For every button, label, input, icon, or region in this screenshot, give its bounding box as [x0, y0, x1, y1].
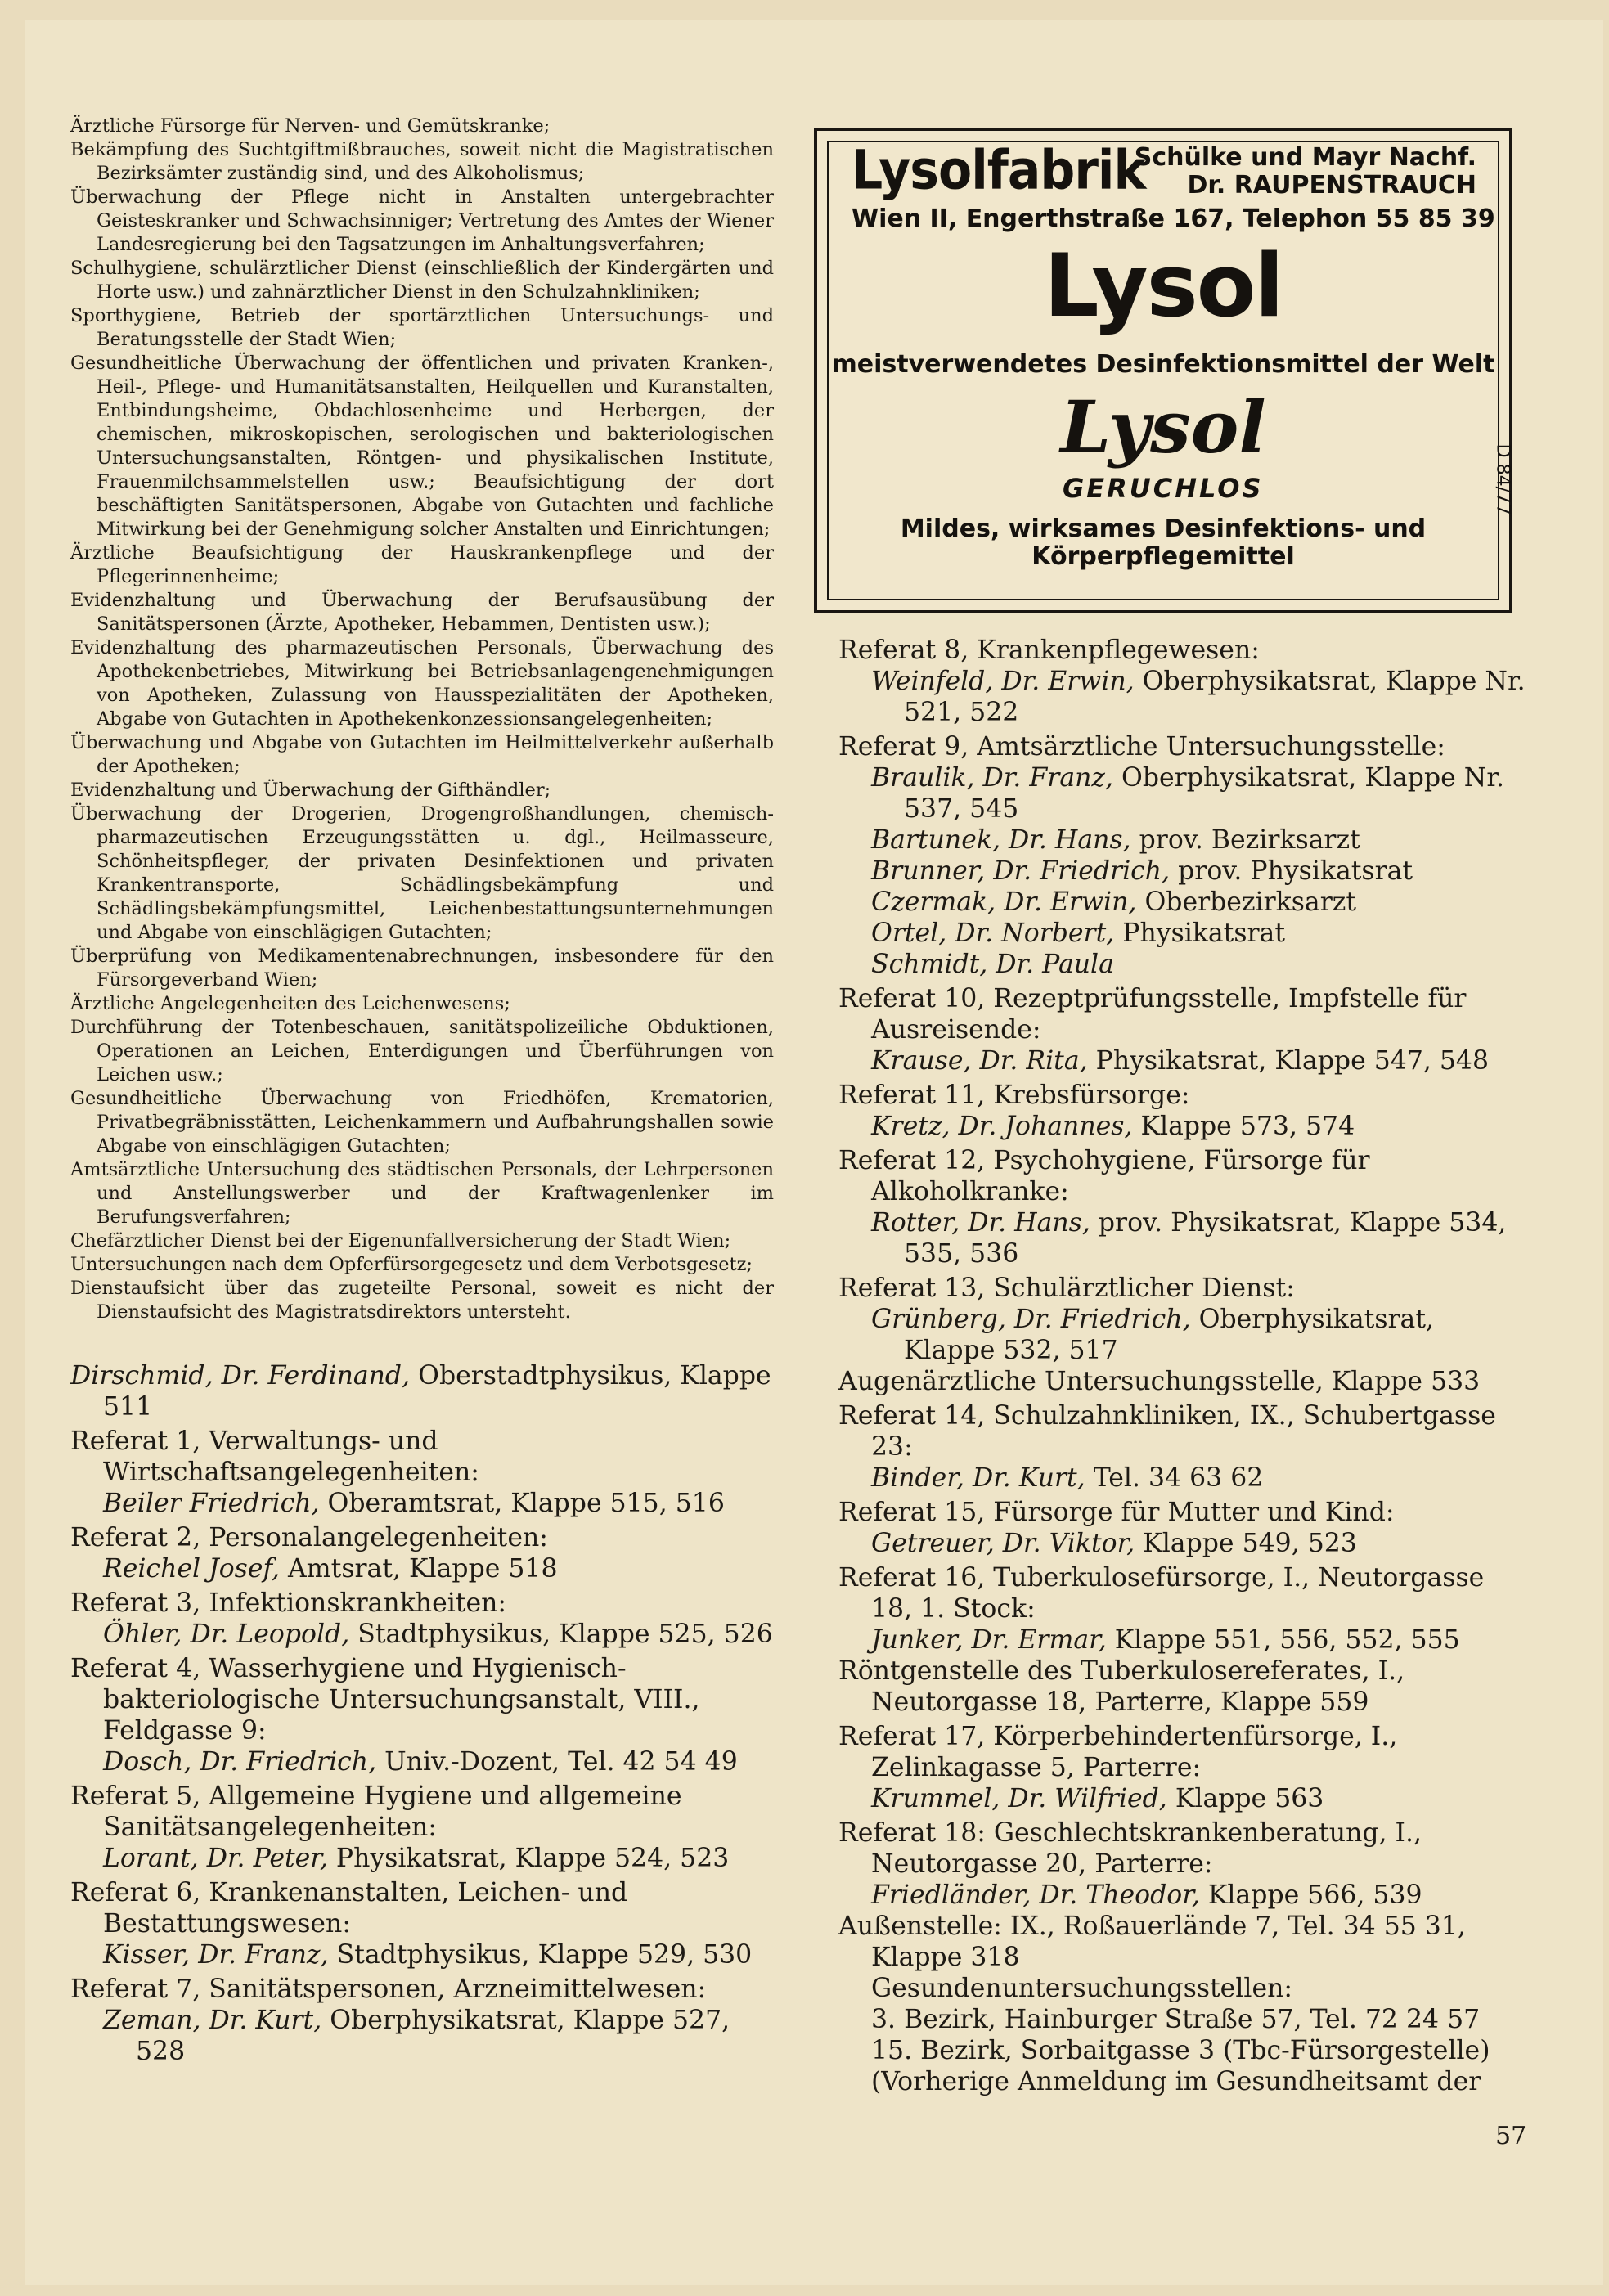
left-staff-list	[70, 1360, 774, 2067]
referat-block	[70, 1653, 774, 1777]
referat-block	[70, 1974, 774, 2067]
staff-name: Öhler, Dr. Leopold,	[103, 1620, 350, 1649]
staff-entry	[838, 1463, 1526, 1494]
ad-address: Wien II, Engerthstraße 167, Telephon 55 85 39	[852, 204, 1495, 233]
referat-block	[838, 1817, 1526, 1973]
staff-entry	[838, 1111, 1526, 1142]
duty-item: Gesundheitliche Überwachung von Friedhöfen, Krematorien, Privatbegräbnisstätten, Leichenkammern und Aufbahrungshallen sowie Abgabe von einschlägigen Gutachten;	[70, 1088, 774, 1157]
staff-details: Klappe 566, 539	[1199, 1880, 1422, 1910]
right-staff-list	[838, 635, 1526, 2097]
referat-block	[838, 1497, 1526, 1559]
duty-item: Dienstaufsicht über das zugeteilte Personal, soweit es nicht der Dienstaufsicht des Magistratsdirektors untersteht.	[70, 1278, 774, 1323]
staff-details: Klappe 551, 556, 552, 555	[1106, 1625, 1460, 1655]
referat-block	[838, 1273, 1526, 1397]
staff-entry	[838, 887, 1526, 918]
referat-title: Referat 14, Schulzahnkliniken, IX., Schubertgasse 23:	[838, 1401, 1496, 1462]
referat-title: Referat 16, Tuberkulosefürsorge, I., Neutorgasse 18, 1. Stock:	[838, 1563, 1485, 1624]
referat-block	[838, 1145, 1526, 1269]
staff-entry	[838, 762, 1526, 824]
head-entry	[70, 1360, 774, 1422]
referat-block	[70, 1781, 774, 1874]
staff-entry	[838, 918, 1526, 949]
duty-item: Ärztliche Beaufsichtigung der Hauskrankenpflege und der Pflegerinnenheime;	[70, 542, 774, 587]
staff-name: Braulik, Dr. Franz,	[871, 763, 1114, 793]
staff-entry	[838, 1207, 1526, 1269]
referat-title: Referat 1, Verwaltungs- und Wirtschaftsangelegenheiten:	[70, 1427, 479, 1487]
referat-block	[70, 1426, 774, 1519]
referat-title: Referat 9, Amtsärztliche Untersuchungsstelle:	[838, 732, 1445, 762]
staff-entry	[838, 1783, 1526, 1814]
staff-name: Junker, Dr. Ermar,	[871, 1625, 1107, 1655]
duty-item: Untersuchungen nach dem Opferfürsorgegesetz und dem Verbotsgesetz;	[70, 1254, 753, 1275]
gesunden-line: 15. Bezirk, Sorbaitgasse 3 (Tbc-Fürsorgestelle)	[871, 2036, 1490, 2065]
staff-entry	[70, 1746, 774, 1777]
referat-title: Referat 10, Rezeptprüfungsstelle, Impfstelle für Ausreisende:	[838, 984, 1467, 1045]
right-column	[831, 115, 1526, 2097]
duty-item: Überwachung der Drogerien, Drogengroßhandlungen, chemisch-pharmazeutischen Erzeugungsstätten u. dgl., Heilmasseure, Schönheitspfleger, der privaten Desinfektionen und privaten Krankentransporte, Schädlingsbekämpfung und Schädlingsbekämpfungsmittel, Leichenbestattungsunternehmungen und Abgabe von einschlägigen Gutachten;	[70, 803, 774, 943]
left-column	[70, 115, 774, 2067]
referat-block	[838, 1080, 1526, 1142]
staff-entry	[838, 1528, 1526, 1559]
staff-name: Kretz, Dr. Johannes,	[871, 1112, 1133, 1141]
staff-details: Oberamtsrat, Klappe 515, 516	[319, 1489, 725, 1518]
duty-item: Ärztliche Angelegenheiten des Leichenwesens;	[70, 993, 510, 1014]
gesunden-list	[838, 2004, 1526, 2097]
duty-item: Schulhygiene, schulärztlicher Dienst (einschließlich der Kindergärten und Horte usw.) und zahnärztlicher Dienst in den Schulzahnkliniken;	[70, 258, 774, 303]
duty-item: Bekämpfung des Suchtgiftmißbrauches, soweit nicht die Magistratischen Bezirksämter zuständig sind, und des Alkoholismus;	[70, 139, 774, 184]
staff-details: Klappe 573, 574	[1132, 1112, 1355, 1141]
referat-title: Referat 12, Psychohygiene, Fürsorge für Alkoholkranke:	[838, 1146, 1370, 1206]
staff-name: Grünberg, Dr. Friedrich,	[871, 1305, 1191, 1334]
staff-details: Univ.-Dozent, Tel. 42 54 49	[376, 1747, 738, 1777]
duty-item: Chefärztlicher Dienst bei der Eigenunfallversicherung der Stadt Wien;	[70, 1230, 731, 1251]
staff-details: Physikatsrat, Klappe 547, 548	[1087, 1046, 1490, 1076]
staff-details: Tel. 34 63 62	[1085, 1463, 1264, 1493]
referat-block	[70, 1877, 774, 1970]
staff-name: Bartunek, Dr. Hans,	[871, 825, 1131, 855]
staff-details: Klappe 563	[1166, 1784, 1324, 1813]
staff-entry	[70, 2005, 774, 2067]
referat-title: Referat 18: Geschlechtskrankenberatung, I., Neutorgasse 20, Parterre:	[838, 1818, 1422, 1879]
duty-item: Durchführung der Totenbeschauen, sanitätspolizeiliche Obduktionen, Operationen an Leichen, Enterdigungen und Überführungen von Leichen usw.;	[70, 1017, 774, 1085]
ad-product-logo: Lysol	[1044, 236, 1283, 336]
staff-details: prov. Physikatsrat, Klappe 534, 535, 536	[904, 1208, 1507, 1269]
duty-item: Evidenzhaltung und Überwachung der Gifthändler;	[70, 780, 551, 801]
staff-details: Oberphysikatsrat, Klappe Nr. 537, 545	[904, 763, 1504, 824]
duty-item: Sporthygiene, Betrieb der sportärztlichen Untersuchungs- und Beratungsstelle der Stadt Wien;	[70, 305, 774, 350]
head-rest: Oberstadtphysikus, Klappe 511	[103, 1361, 771, 1422]
duties-list	[70, 115, 774, 1324]
duty-item: Evidenzhaltung des pharmazeutischen Personals, Überwachung des Apothekenbetriebes, Mitwirkung bei Betriebsanlagengenehmigungen von Apotheken, Zulassung von Hausspezialitäten der Apotheken, Abgabe von Gutachten in Apothekenkonzessionsangelegenheiten;	[70, 637, 774, 730]
page-number: 57	[1495, 2122, 1527, 2150]
staff-entry	[70, 1488, 774, 1519]
ad-firm	[1135, 144, 1476, 200]
staff-details: Oberphysikatsrat, Klappe 532, 517	[904, 1305, 1434, 1365]
duty-item: Überprüfung von Medikamentenabrechnungen, insbesondere für den Fürsorgeverband Wien;	[70, 946, 774, 991]
referat-title: Referat 11, Krebsfürsorge:	[838, 1081, 1190, 1110]
staff-details: Oberbezirksarzt	[1136, 887, 1357, 917]
staff-name: Krummel, Dr. Wilfried,	[871, 1784, 1167, 1813]
staff-entry	[838, 1624, 1526, 1656]
staff-name: Dosch, Dr. Friedrich,	[103, 1747, 377, 1777]
referat-title: Referat 15, Fürsorge für Mutter und Kind:	[838, 1498, 1395, 1527]
staff-details: prov. Bezirksarzt	[1130, 825, 1360, 855]
referat-block	[70, 1522, 774, 1584]
left-referate	[70, 1426, 774, 2067]
staff-details: Klappe 549, 523	[1135, 1529, 1357, 1558]
referat-block	[838, 731, 1526, 980]
ad-slogan: meistverwendetes Desinfektionsmittel der Welt	[831, 350, 1495, 379]
staff-name: Lorant, Dr. Peter,	[103, 1844, 328, 1873]
duty-item: Gesundheitliche Überwachung der öffentlichen und privaten Kranken-, Heil-, Pflege- und Humanitätsanstalten, Heilquellen und Kuranstalten, Entbindungsheime, Obdachlosenheime und Herbergen, der chemischen, mikroskopischen, serologischen und bakteriologischen Untersuchungsanstalten, Röntgen- und physikalischen Institute, Frauenmilchsammelstellen usw.; Beaufsichtigung der dort beschäftigten Sanitätspersonen, Abgabe von Gutachten und fachliche Mitwirkung bei der Genehmigung solcher Anstalten und Einrichtungen;	[70, 353, 774, 540]
referat-block	[838, 1400, 1526, 1494]
referat-block	[70, 1588, 774, 1650]
referat-title: Referat 3, Infektionskrankheiten:	[70, 1588, 507, 1618]
lysol-advertisement	[814, 128, 1512, 613]
referat-note: Außenstelle: IX., Roßauerlände 7, Tel. 34 55 31, Klappe 318	[838, 1912, 1466, 1972]
staff-name: Brunner, Dr. Friedrich,	[871, 856, 1171, 886]
staff-details: Physikatsrat, Klappe 524, 523	[327, 1844, 730, 1873]
duty-item: Überwachung und Abgabe von Gutachten im Heilmittelverkehr außerhalb der Apotheken;	[70, 732, 774, 777]
staff-name: Krause, Dr. Rita,	[871, 1046, 1088, 1076]
staff-name: Ortel, Dr. Norbert,	[871, 919, 1115, 948]
staff-entry	[70, 1619, 774, 1650]
ad-firm-line1: Schülke und Mayr Nachf.	[1134, 143, 1476, 172]
staff-details: Stadtphysikus, Klappe 529, 530	[328, 1940, 753, 1970]
staff-details: Stadtphysikus, Klappe 525, 526	[349, 1620, 773, 1649]
ad-tagline: Mildes, wirksames Desinfektions- und Körperpflegemittel	[900, 514, 1427, 571]
staff-entry	[838, 1045, 1526, 1076]
referat-title: Referat 2, Personalangelegenheiten:	[70, 1523, 548, 1552]
staff-name: Reichel Josef,	[103, 1554, 281, 1584]
staff-details: prov. Physikatsrat	[1170, 856, 1413, 886]
duty-item: Evidenzhaltung und Überwachung der Berufsausübung der Sanitätspersonen (Ärzte, Apotheker, Hebammen, Dentisten usw.);	[70, 590, 774, 635]
staff-entry	[838, 1304, 1526, 1366]
gesunden-title: Gesundenuntersuchungsstellen:	[871, 1974, 1293, 2003]
staff-name: Czermak, Dr. Erwin,	[871, 887, 1137, 917]
staff-entry	[838, 1880, 1526, 1911]
referat-note: Röntgenstelle des Tuberkulosereferates, I., Neutorgasse 18, Parterre, Klappe 559	[838, 1656, 1405, 1717]
staff-entry	[838, 856, 1526, 887]
staff-entry	[838, 949, 1526, 980]
gesunden-line: (Vorherige Anmeldung im Gesundheitsamt der	[871, 2067, 1481, 2096]
ad-brand: Lysolfabrik	[852, 139, 1146, 202]
staff-name: Binder, Dr. Kurt,	[871, 1463, 1085, 1493]
referat-title: Referat 8, Krankenpflegewesen:	[838, 636, 1260, 665]
referat-title: Referat 13, Schulärztlicher Dienst:	[838, 1274, 1295, 1303]
referat-block	[838, 1721, 1526, 1814]
staff-name: Friedländer, Dr. Theodor,	[871, 1880, 1200, 1910]
referat-block	[838, 1562, 1526, 1718]
staff-name: Getreuer, Dr. Viktor,	[871, 1529, 1135, 1558]
staff-entry	[70, 1843, 774, 1874]
referat-block	[838, 983, 1526, 1076]
referat-title: Referat 6, Krankenanstalten, Leichen- und Bestattungswesen:	[70, 1878, 628, 1939]
gesunden-line: 3. Bezirk, Hainburger Straße 57, Tel. 72 24 57	[871, 2005, 1481, 2034]
staff-details: Oberphysikatsrat, Klappe Nr. 521, 522	[904, 667, 1526, 727]
right-referate	[838, 635, 1526, 1973]
staff-name: Beiler Friedrich,	[103, 1489, 320, 1518]
staff-entry	[838, 824, 1526, 856]
staff-details: Physikatsrat	[1114, 919, 1285, 948]
duty-item: Ärztliche Fürsorge für Nerven- und Gemütskranke;	[70, 115, 551, 137]
ad-code: D 84/77	[1492, 443, 1512, 515]
referat-title: Referat 4, Wasserhygiene und Hygienisch-bakteriologische Untersuchungsanstalt, VIII., Feldgasse 9:	[70, 1654, 700, 1746]
duty-item: Überwachung der Pflege nicht in Anstalten untergebrachter Geisteskranker und Schwachsinniger; Vertretung des Amtes der Wiener Landesregierung bei den Tagsatzungen im Anhaltungsverfahren;	[70, 186, 774, 255]
staff-details: Oberphysikatsrat, Klappe 527, 528	[136, 2006, 730, 2066]
staff-entry	[70, 1939, 774, 1970]
ad-firm-line2: Dr. RAUPENSTRAUCH	[1187, 171, 1476, 200]
staff-name: Zeman, Dr. Kurt,	[103, 2006, 322, 2035]
staff-name: Kisser, Dr. Franz,	[103, 1940, 329, 1970]
referat-note: Augenärztliche Untersuchungsstelle, Klappe 533	[838, 1367, 1481, 1396]
staff-name: Rotter, Dr. Hans,	[871, 1208, 1090, 1238]
ad-geruchlos: GERUCHLOS	[1063, 473, 1264, 504]
staff-entry	[838, 666, 1526, 728]
referat-title: Referat 7, Sanitätspersonen, Arzneimittelwesen:	[70, 1975, 707, 2004]
staff-details: Amtsrat, Klappe 518	[280, 1554, 558, 1584]
staff-name: Weinfeld, Dr. Erwin,	[871, 667, 1135, 696]
ad-script-logo: Lysol	[1060, 384, 1266, 470]
referat-block	[838, 635, 1526, 728]
duty-item: Amtsärztliche Untersuchung des städtischen Personals, der Lehrpersonen und Anstellungswerber und der Kraftwagenlenker im Berufungsverfahren;	[70, 1159, 774, 1228]
staff-entry	[70, 1553, 774, 1584]
staff-name: Schmidt, Dr. Paula	[871, 950, 1114, 979]
head-name: Dirschmid, Dr. Ferdinand,	[70, 1361, 411, 1391]
referat-title: Referat 17, Körperbehindertenfürsorge, I., Zelinkagasse 5, Parterre:	[838, 1722, 1398, 1782]
referat-title: Referat 5, Allgemeine Hygiene und allgemeine Sanitätsangelegenheiten:	[70, 1782, 682, 1842]
